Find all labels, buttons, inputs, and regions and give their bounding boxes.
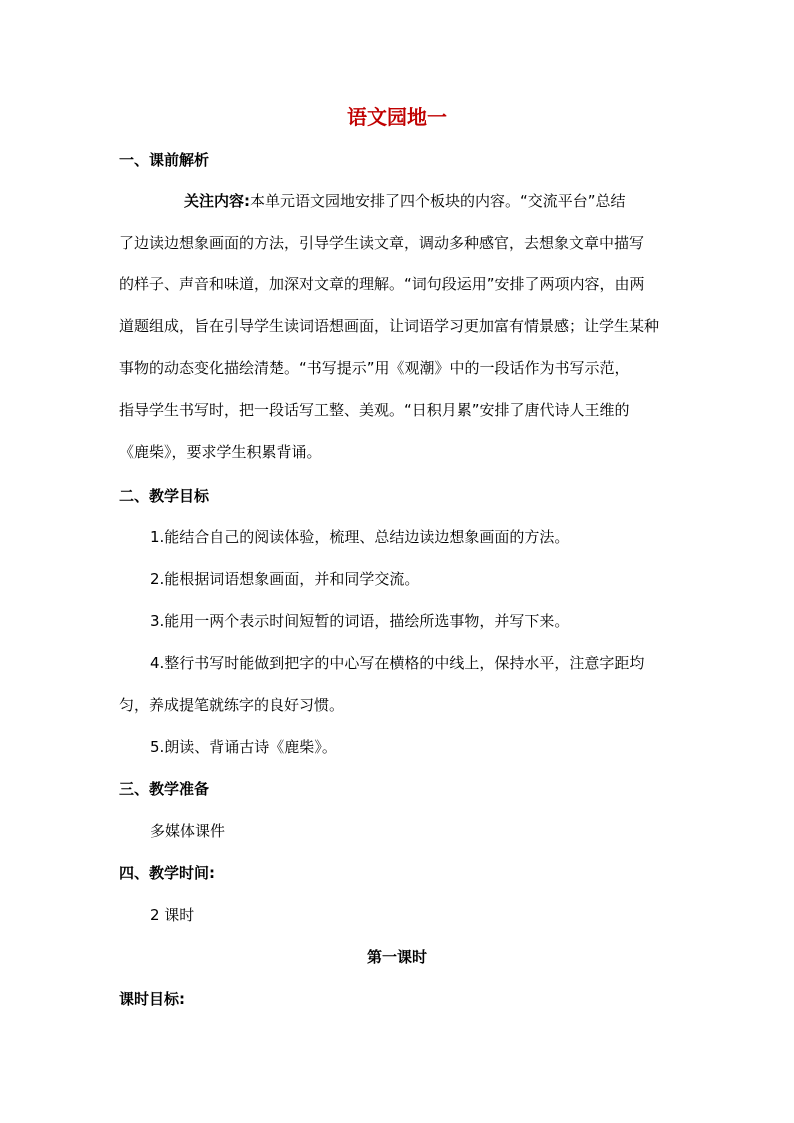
- goal-item-5: 5.朗读、背诵古诗《鹿柴》。: [150, 738, 337, 756]
- goal-item-3: 3.能用一两个表示时间短暂的词语，描绘所选事物，并写下来。: [150, 612, 570, 630]
- objectives-heading: 课时目标:: [119, 990, 185, 1008]
- goal-item-1: 1.能结合自己的阅读体验，梳理、总结边读边想象画面的方法。: [150, 528, 570, 546]
- lesson-heading: 第一课时: [366, 948, 427, 966]
- goal-item-4: 4.整行书写时能做到把字的中心写在横格的中线上，保持水平，注意字距均: [150, 654, 645, 672]
- goal-item-2: 2.能根据词语想象画面，并和同学交流。: [150, 570, 420, 588]
- analysis-text-1: 本单元语文园地安排了四个板块的内容。“交流平台”总结: [250, 192, 626, 210]
- analysis-line-7: 《鹿柴》，要求学生积累背诵。: [119, 443, 322, 461]
- prep-content: 多媒体课件: [150, 822, 226, 840]
- goal-item-4-cont: 匀，养成提笔就练字的良好习惯。: [119, 696, 345, 714]
- focus-label: 关注内容:: [184, 192, 250, 210]
- analysis-line-1: [184, 190, 626, 212]
- analysis-line-2: 了边读边想象画面的方法，引导学生读文章，调动多种感官，去想象文章中描写: [119, 234, 645, 252]
- time-content: 2 课时: [150, 906, 195, 924]
- analysis-line-5: 事物的动态变化描绘清楚。“书写提示”用《观潮》中的一段话作为书写示范，: [119, 359, 630, 377]
- section-heading-time: 四、教学时间:: [119, 864, 215, 882]
- document-title: 语文园地一: [347, 105, 447, 129]
- section-heading-prep: 三、教学准备: [119, 780, 210, 798]
- analysis-line-4: 道题组成，旨在引导学生读词语想画面，让词语学习更加富有情景感；让学生某种: [119, 317, 660, 335]
- analysis-line-6: 指导学生书写时，把一段话写工整、美观。“日积月累”安排了唐代诗人王维的: [119, 401, 630, 419]
- section-heading-analysis: 一、课前解析: [119, 151, 210, 169]
- analysis-line-3: 的样子、声音和味道，加深对文章的理解。“词句段运用”安排了两项内容，由两: [119, 275, 645, 293]
- section-heading-goals: 二、教学目标: [119, 487, 210, 505]
